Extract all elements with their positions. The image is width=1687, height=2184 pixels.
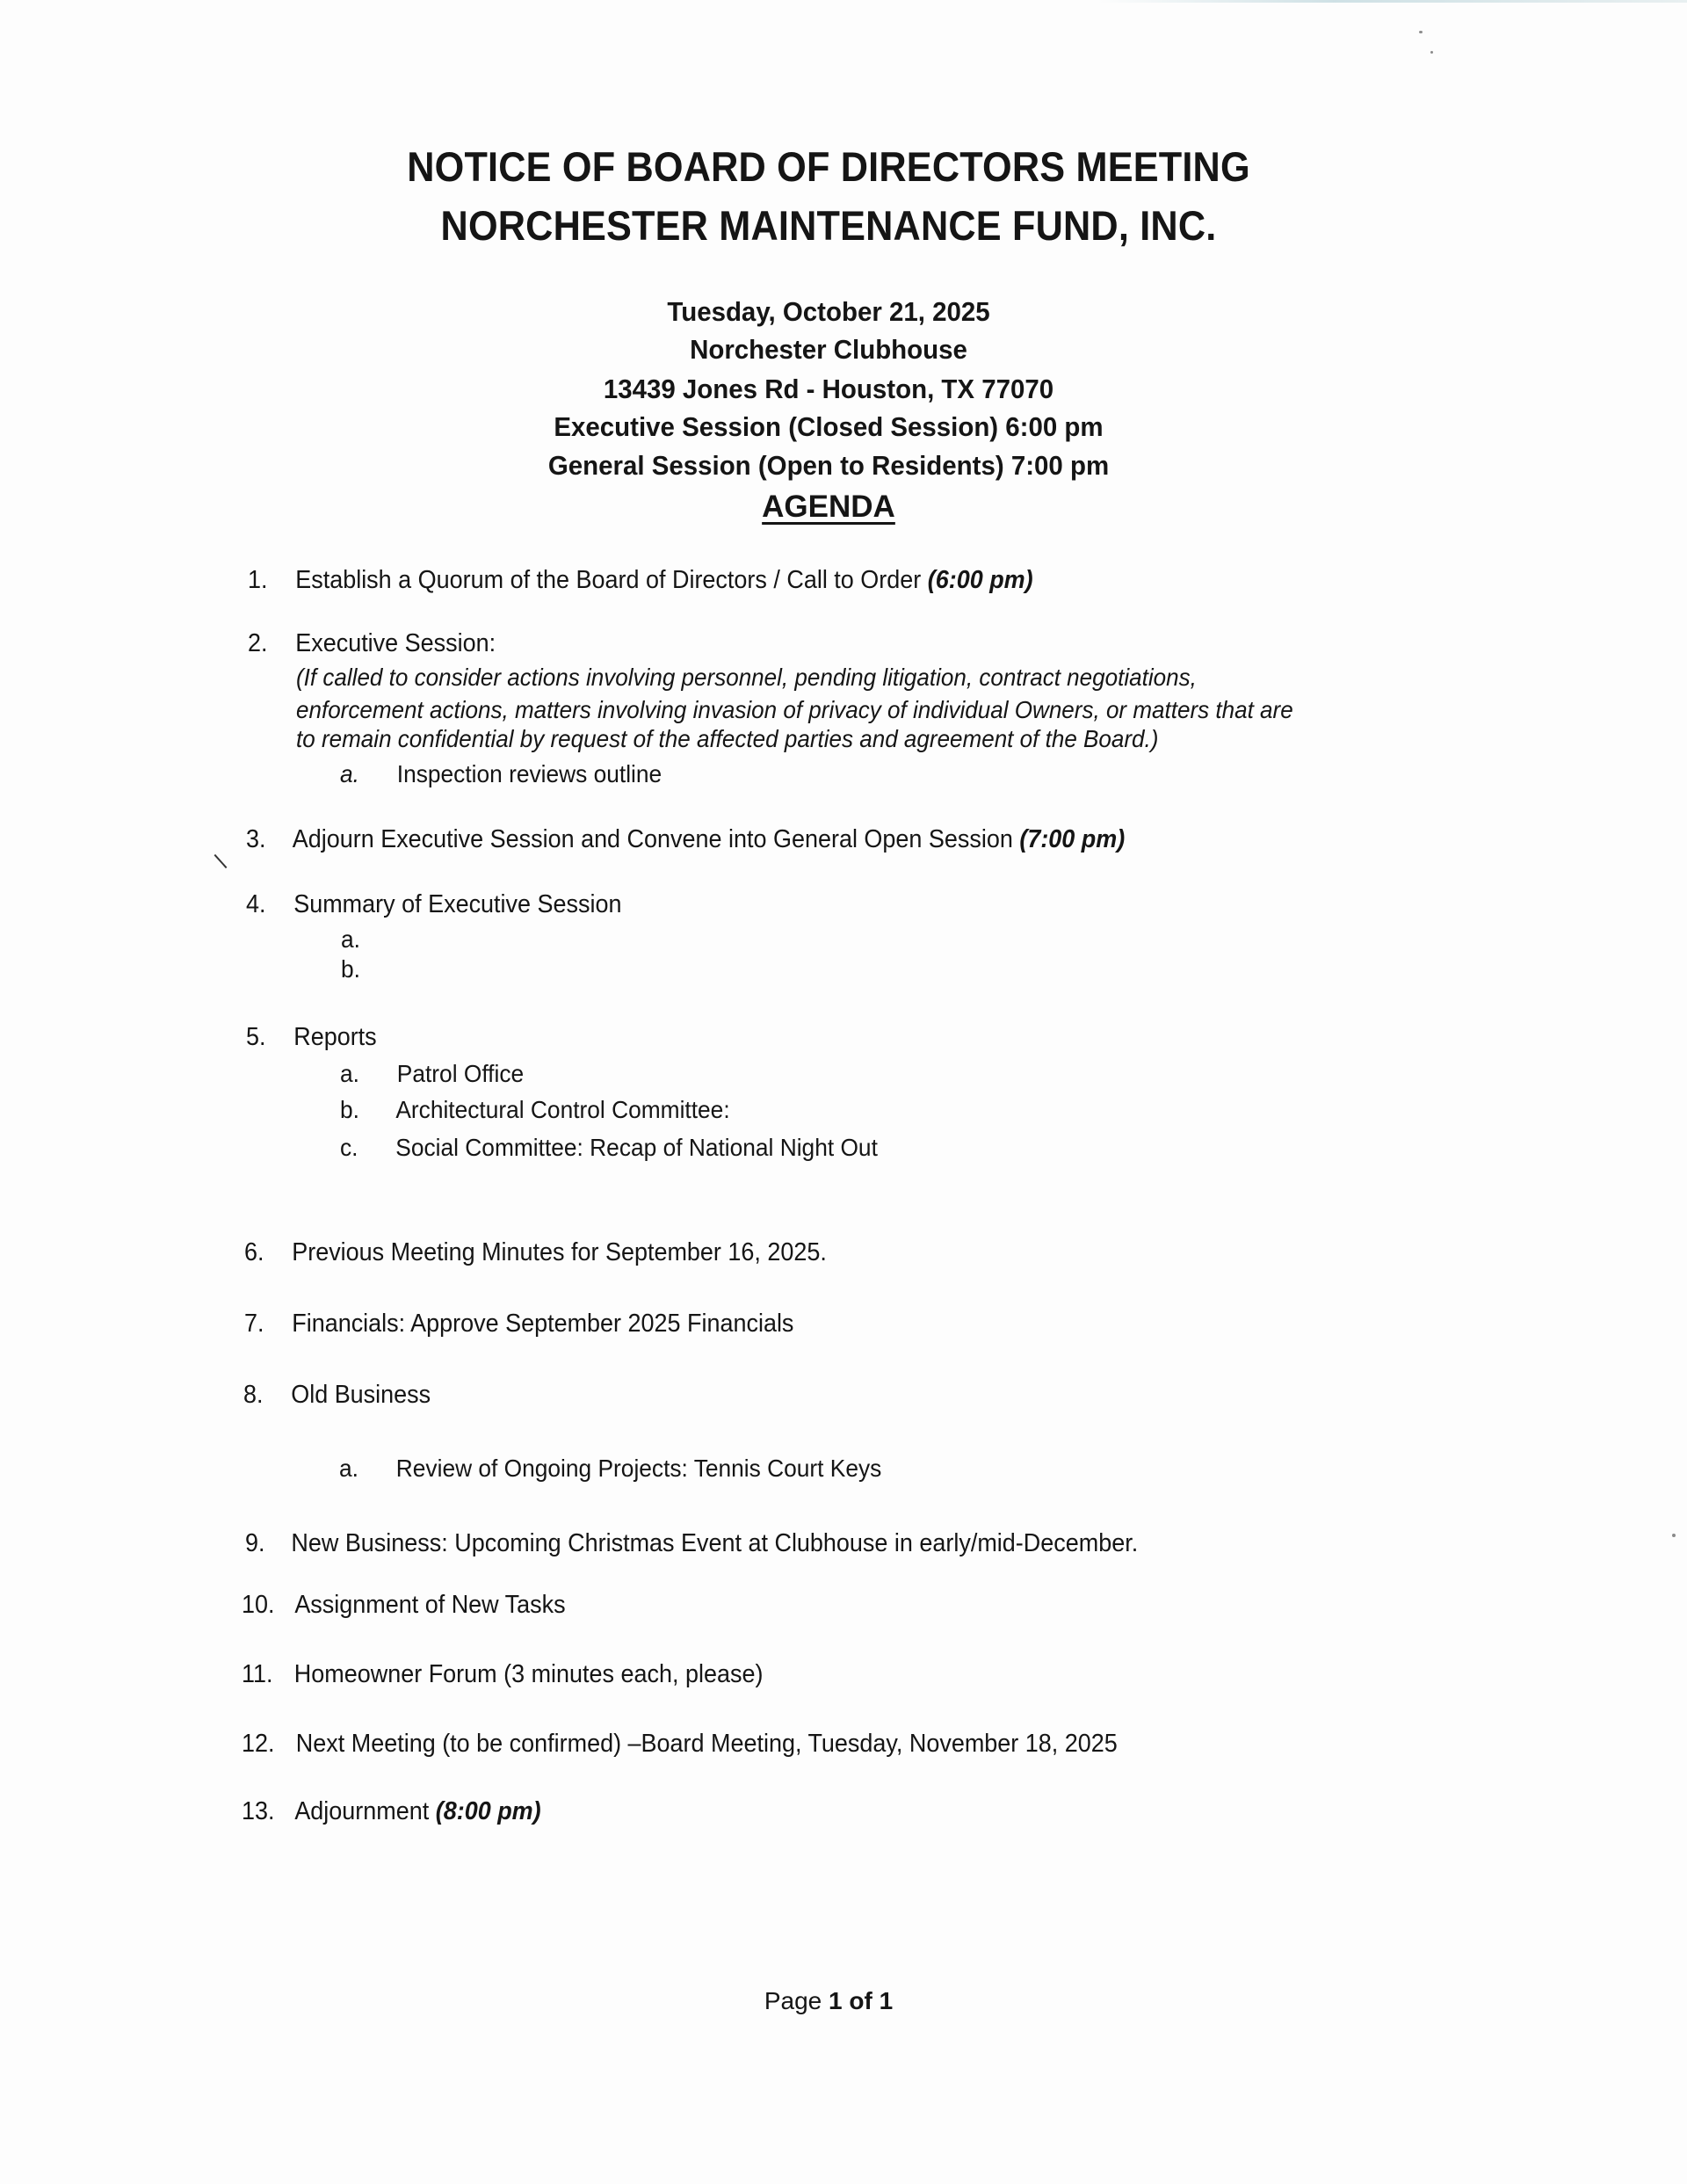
- sub-item-5a: [340, 1062, 524, 1086]
- scan-artifact-line: [1098, 0, 1687, 3]
- item-number: 12.: [242, 1730, 275, 1758]
- item-time: (8:00 pm): [435, 1797, 541, 1825]
- title-line-2: NORCHESTER MAINTENANCE FUND, INC.: [440, 202, 1217, 249]
- executive-session-note: [296, 661, 1293, 755]
- item-number: 10.: [242, 1591, 275, 1619]
- sub-item-label: a.: [339, 1455, 358, 1482]
- sub-item-text: Review of Ongoing Projects: Tennis Court Keys: [395, 1455, 882, 1482]
- agenda-item-10: [242, 1593, 566, 1618]
- scan-speck: [1672, 1534, 1676, 1537]
- item-text: Financials: Approve September 2025 Financials: [292, 1310, 794, 1338]
- item-text: Establish a Quorum of the Board of Directors / Call to Order: [295, 566, 922, 594]
- item-number: 7.: [244, 1310, 264, 1338]
- note-line: to remain confidential by request of the affected parties and agreement of the Board.): [296, 725, 1159, 752]
- agenda-item-8: [243, 1382, 431, 1408]
- agenda-item-5: [246, 1025, 377, 1050]
- agenda-item-11: [242, 1662, 763, 1687]
- page-total: 1: [879, 1987, 894, 2014]
- sub-item-text: Patrol Office: [396, 1060, 525, 1087]
- item-text: New Business: Upcoming Christmas Event at Clubhouse in early/mid-December.: [291, 1529, 1139, 1557]
- item-text: Old Business: [291, 1381, 431, 1409]
- sub-item-label: c.: [340, 1134, 358, 1161]
- item-number: 2.: [248, 629, 268, 657]
- item-number: 3.: [246, 825, 266, 853]
- sub-item-text: Architectural Control Committee:: [395, 1096, 730, 1123]
- agenda-item-6: [244, 1240, 827, 1266]
- item-number: 1.: [248, 566, 268, 594]
- note-line: enforcement actions, matters involving invasion of privacy of individual Owners, or matters that are: [296, 696, 1293, 723]
- general-session-time: General Session (Open to Residents) 7:00 pm: [547, 450, 1110, 481]
- executive-session-time: Executive Session (Closed Session) 6:00 pm: [554, 411, 1104, 442]
- item-number: 6.: [244, 1238, 264, 1266]
- page-number: [0, 1989, 1657, 2013]
- sub-item-label: b.: [340, 1096, 359, 1123]
- item-text: Executive Session:: [295, 629, 496, 657]
- agenda-item-2: [248, 631, 496, 657]
- item-text: Previous Meeting Minutes for September 16, 2025.: [292, 1238, 827, 1266]
- item-time: (6:00 pm): [927, 566, 1033, 594]
- agenda-item-7: [244, 1311, 793, 1337]
- meeting-address: 13439 Jones Rd - Houston, TX 77070: [603, 374, 1054, 404]
- item-number: 5.: [246, 1023, 266, 1051]
- sub-item-text: Social Committee: Recap of National Night Out: [395, 1134, 878, 1161]
- sub-item-5b: [340, 1098, 730, 1122]
- sub-item-label: a.: [340, 760, 359, 787]
- item-number: 11.: [242, 1660, 273, 1688]
- meeting-date: Tuesday, October 21, 2025: [667, 296, 990, 327]
- page-current: 1: [829, 1987, 843, 2014]
- item-text: Summary of Executive Session: [293, 890, 622, 918]
- title-line-1: NOTICE OF BOARD OF DIRECTORS MEETING: [407, 143, 1250, 190]
- item-number: 4.: [246, 890, 266, 918]
- agenda-item-9: [245, 1531, 1138, 1556]
- sub-item-4a: a.: [341, 925, 360, 953]
- item-text: Reports: [293, 1023, 377, 1051]
- scan-speck: [1430, 51, 1433, 54]
- sub-item-4b: b.: [341, 955, 360, 983]
- item-text: Homeowner Forum (3 minutes each, please): [293, 1660, 764, 1688]
- meeting-location: Norchester Clubhouse: [690, 334, 967, 365]
- page-word: Page: [764, 1987, 822, 2014]
- item-number: 13.: [242, 1797, 275, 1825]
- item-text: Next Meeting (to be confirmed) –Board Meeting, Tuesday, November 18, 2025: [295, 1730, 1118, 1758]
- item-text: Adjournment: [294, 1797, 430, 1825]
- item-number: 9.: [245, 1529, 265, 1557]
- pen-mark: [214, 854, 228, 868]
- agenda-item-12: [242, 1731, 1118, 1757]
- sub-item-8a: [339, 1456, 881, 1481]
- scan-speck: [1419, 31, 1423, 33]
- agenda-heading: AGENDA: [762, 490, 895, 524]
- sub-item-5c: [340, 1136, 878, 1160]
- sub-item-2a: [340, 762, 662, 787]
- agenda-item-4: [246, 892, 621, 918]
- item-text: Assignment of New Tasks: [294, 1591, 566, 1619]
- agenda-item-3: [246, 827, 1125, 853]
- item-time: (7:00 pm): [1019, 825, 1126, 853]
- item-number: 8.: [243, 1381, 264, 1409]
- sub-item-label: a.: [340, 1060, 359, 1087]
- note-line: (If called to consider actions involving personnel, pending litigation, contract negotiations,: [296, 664, 1197, 691]
- page-of-word: of: [849, 1987, 872, 2014]
- agenda-item-1: [248, 568, 1033, 593]
- agenda-item-13: [242, 1799, 541, 1825]
- item-text: Adjourn Executive Session and Convene into General Open Session: [292, 825, 1013, 853]
- sub-item-text: Inspection reviews outline: [396, 760, 662, 787]
